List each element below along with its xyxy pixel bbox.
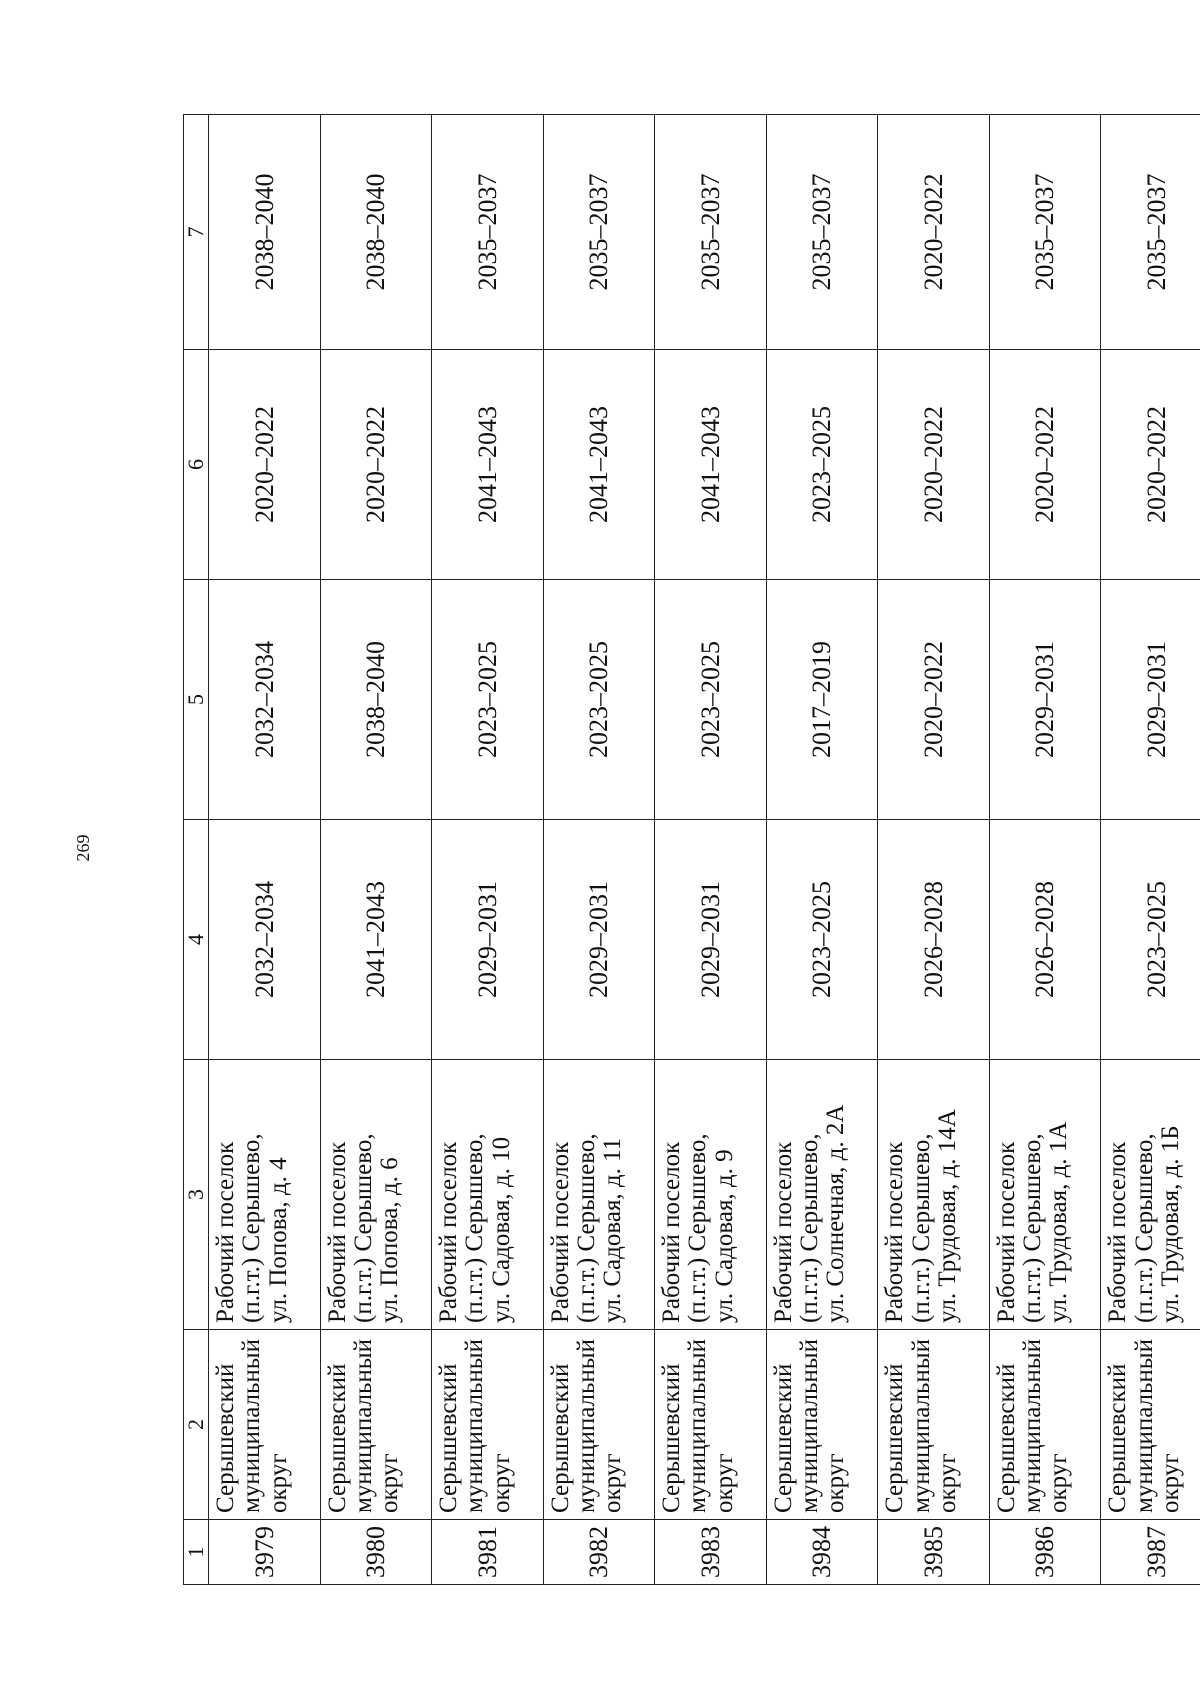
district-line: округ [376, 1453, 404, 1513]
address-line: (п.г.т.) Серышево, [1130, 1133, 1158, 1323]
period-cell: 2023–2025 [655, 580, 767, 820]
address-line: (п.г.т.) Серышево, [461, 1133, 489, 1323]
district-cell [543, 1330, 655, 1520]
address-line: Рабочий поселок [323, 1141, 351, 1323]
table-row [1101, 115, 1200, 1585]
district-line: Серышевский [1104, 1363, 1132, 1513]
address-cell [766, 1060, 878, 1330]
address-line: ул. Садовая, д. 10 [487, 1136, 515, 1323]
row-number-cell: 3987 [1101, 1520, 1200, 1585]
period-cell: 2035–2037 [432, 115, 544, 350]
district-line: округ [1045, 1453, 1073, 1513]
district-line: округ [487, 1453, 515, 1513]
period-cell: 2038–2040 [320, 580, 432, 820]
district-line: муниципальный [795, 1339, 823, 1513]
period-cell: 2041–2043 [543, 350, 655, 580]
period-cell: 2041–2043 [432, 350, 544, 580]
address-cell [543, 1060, 655, 1330]
address-line: Рабочий поселок [992, 1141, 1020, 1323]
address-cell [320, 1060, 432, 1330]
period-cell: 2020–2022 [878, 350, 990, 580]
address-line: Рабочий поселок [546, 1141, 574, 1323]
period-cell: 2041–2043 [655, 350, 767, 580]
address-line: ул. Солнечная, д. 2А [822, 1104, 850, 1323]
district-line: муниципальный [907, 1339, 935, 1513]
schedule-table [183, 114, 1200, 1585]
period-cell: 2035–2037 [543, 115, 655, 350]
table-row [320, 115, 432, 1585]
period-cell: 2041–2043 [320, 820, 432, 1060]
period-cell: 2032–2034 [209, 580, 321, 820]
address-line: (п.г.т.) Серышево, [1019, 1133, 1047, 1323]
period-cell: 2020–2022 [878, 115, 990, 350]
table-row [989, 115, 1101, 1585]
row-number-cell: 3985 [878, 1520, 990, 1585]
district-line: Серышевский [323, 1363, 351, 1513]
district-cell [1101, 1330, 1200, 1520]
district-cell [432, 1330, 544, 1520]
table-row [209, 115, 321, 1585]
address-line: ул. Трудовая, д. 1Б [1156, 1125, 1184, 1323]
address-line: (п.г.т.) Серышево, [572, 1133, 600, 1323]
district-line: округ [264, 1453, 292, 1513]
address-line: ул. Попова, д. 4 [264, 1157, 292, 1323]
period-cell: 2020–2022 [209, 350, 321, 580]
period-cell: 2029–2031 [989, 580, 1101, 820]
rotated-table-container [183, 115, 1200, 1585]
district-line: округ [1156, 1453, 1184, 1513]
address-line: (п.г.т.) Серышево, [349, 1133, 377, 1323]
table-row [766, 115, 878, 1585]
address-line: (п.г.т.) Серышево, [907, 1133, 935, 1323]
table-row [655, 115, 767, 1585]
district-line: муниципальный [349, 1339, 377, 1513]
address-cell [432, 1060, 544, 1330]
district-line: округ [933, 1453, 961, 1513]
district-line: муниципальный [1019, 1339, 1047, 1513]
district-line: муниципальный [684, 1339, 712, 1513]
period-cell: 2029–2031 [432, 820, 544, 1060]
table-row [878, 115, 990, 1585]
address-line: (п.г.т.) Серышево, [795, 1133, 823, 1323]
header-row [184, 115, 209, 1585]
period-cell: 2029–2031 [655, 820, 767, 1060]
period-cell: 2020–2022 [1101, 350, 1200, 580]
row-number-cell: 3982 [543, 1520, 655, 1585]
period-cell: 2038–2040 [209, 115, 321, 350]
row-number-cell: 3979 [209, 1520, 321, 1585]
period-cell: 2038–2040 [320, 115, 432, 350]
period-cell: 2023–2025 [766, 350, 878, 580]
column-header: 6 [184, 350, 209, 580]
period-cell: 2020–2022 [989, 350, 1101, 580]
address-line: ул. Трудовая, д. 1А [1045, 1121, 1073, 1323]
address-line: (п.г.т.) Серышево, [238, 1133, 266, 1323]
district-cell [989, 1330, 1101, 1520]
district-cell [766, 1330, 878, 1520]
address-line: Рабочий поселок [658, 1141, 686, 1323]
address-cell [878, 1060, 990, 1330]
district-cell [655, 1330, 767, 1520]
row-number-cell: 3981 [432, 1520, 544, 1585]
period-cell: 2029–2031 [1101, 580, 1200, 820]
address-line: ул. Трудовая, д. 14А [933, 1109, 961, 1323]
district-line: Серышевский [769, 1363, 797, 1513]
address-line: Рабочий поселок [881, 1141, 909, 1323]
district-line: округ [599, 1453, 627, 1513]
period-cell: 2023–2025 [766, 820, 878, 1060]
column-header: 1 [184, 1520, 209, 1585]
page-number: 269 [73, 834, 93, 862]
district-line: муниципальный [238, 1339, 266, 1513]
address-line: ул. Садовая, д. 11 [599, 1137, 627, 1323]
district-cell [878, 1330, 990, 1520]
district-line: Серышевский [435, 1363, 463, 1513]
district-line: округ [822, 1453, 850, 1513]
period-cell: 2035–2037 [766, 115, 878, 350]
row-number-cell: 3984 [766, 1520, 878, 1585]
district-line: Серышевский [212, 1363, 239, 1513]
district-cell [320, 1330, 432, 1520]
table-row [543, 115, 655, 1585]
period-cell: 2035–2037 [989, 115, 1101, 350]
period-cell: 2017–2019 [766, 580, 878, 820]
column-header: 7 [184, 115, 209, 350]
address-cell [1101, 1060, 1200, 1330]
address-line: Рабочий поселок [435, 1141, 463, 1323]
address-cell [989, 1060, 1101, 1330]
district-line: округ [710, 1453, 738, 1513]
address-cell [209, 1060, 321, 1330]
district-line: муниципальный [572, 1339, 600, 1513]
address-line: (п.г.т.) Серышево, [684, 1133, 712, 1323]
row-number-cell: 3980 [320, 1520, 432, 1585]
period-cell: 2035–2037 [1101, 115, 1200, 350]
row-number-cell: 3986 [989, 1520, 1101, 1585]
period-cell: 2020–2022 [878, 580, 990, 820]
address-line: Рабочий поселок [212, 1141, 239, 1323]
period-cell: 2029–2031 [543, 820, 655, 1060]
period-cell: 2026–2028 [878, 820, 990, 1060]
period-cell: 2020–2022 [320, 350, 432, 580]
row-number-cell: 3983 [655, 1520, 767, 1585]
period-cell: 2023–2025 [543, 580, 655, 820]
district-cell [209, 1330, 321, 1520]
column-header: 5 [184, 580, 209, 820]
column-header: 4 [184, 820, 209, 1060]
period-cell: 2023–2025 [432, 580, 544, 820]
district-line: Серышевский [992, 1363, 1020, 1513]
period-cell: 2032–2034 [209, 820, 321, 1060]
table-row [432, 115, 544, 1585]
column-header: 3 [184, 1060, 209, 1330]
district-line: Серышевский [546, 1363, 574, 1513]
period-cell: 2023–2025 [1101, 820, 1200, 1060]
column-header: 2 [184, 1330, 209, 1520]
address-line: ул. Попова, д. 6 [376, 1157, 404, 1323]
address-line: Рабочий поселок [1104, 1141, 1132, 1323]
district-line: муниципальный [1130, 1339, 1158, 1513]
district-line: Серышевский [881, 1363, 909, 1513]
address-line: Рабочий поселок [769, 1141, 797, 1323]
address-line: ул. Садовая, д. 9 [710, 1149, 738, 1323]
period-cell: 2026–2028 [989, 820, 1101, 1060]
district-line: муниципальный [461, 1339, 489, 1513]
period-cell: 2035–2037 [655, 115, 767, 350]
district-line: Серышевский [658, 1363, 686, 1513]
address-cell [655, 1060, 767, 1330]
